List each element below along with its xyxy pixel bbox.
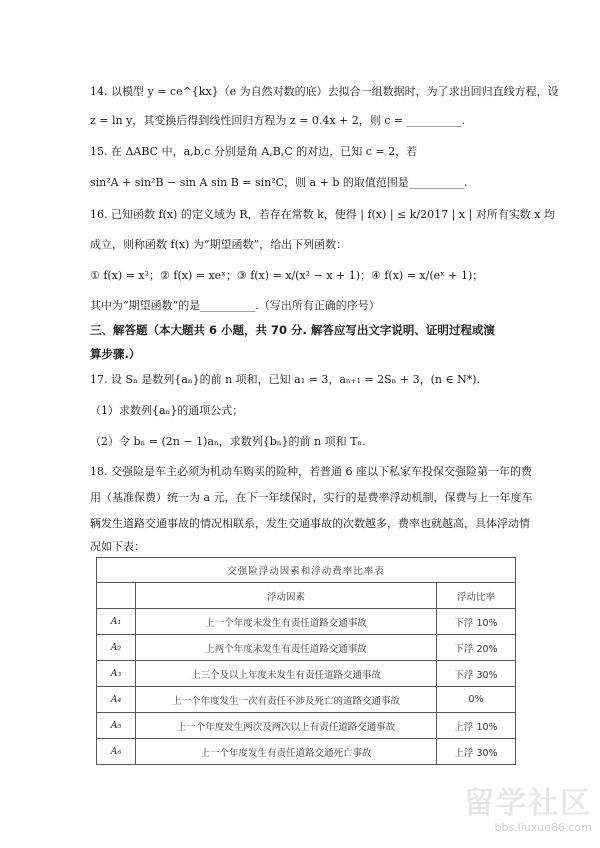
table-row bbox=[97, 609, 516, 635]
q16-line4: 其中为“期望函数”的是__________.（写出所有正确的序号） bbox=[90, 299, 380, 312]
table-row bbox=[97, 687, 516, 713]
row-code: A₆ bbox=[97, 739, 136, 765]
q16-line3: ① f(x) = x²；② f(x) = xeˣ；③ f(x) = x/(x² − x + 1)；④ f(x) = x/(eˣ + 1)； bbox=[90, 269, 484, 282]
q15-line2: sin²A + sin²B − sin A sin B = sin²C，则 a + b 的取值范围是__________. bbox=[90, 176, 468, 189]
table-row bbox=[97, 739, 516, 765]
table-header-rate: 浮动比率 bbox=[437, 583, 516, 609]
q16-line1: 16. 已知函数 f(x) 的定义域为 R，若存在常数 k，使得 | f(x) | ≤ k/2017 | x | 对所有实数 x 均 bbox=[90, 208, 555, 221]
section3-heading-line1: 三、解答题（本大题共 6 小题，共 70 分. 解答应写出文字说明、证明过程或演 bbox=[90, 323, 495, 337]
q18-line2: 用（基准保费）统一为 a 元，在下一年续保时，实行的是费率浮动机制，保费与上一年度车 bbox=[90, 491, 533, 504]
row-factor: 上一个年度未发生有责任道路交通事故 bbox=[136, 609, 437, 635]
watermark-logo: 留学社区 bbox=[464, 786, 592, 821]
row-code: A₃ bbox=[97, 661, 136, 687]
row-rate: 上浮 10% bbox=[437, 713, 516, 739]
q17-line1: 17. 设 Sₙ 是数列{aₙ}的前 n 项和，已知 a₁ = 3，aₙ₊₁ = 2Sₙ + 3，(n ∈ N*). bbox=[90, 373, 481, 386]
table-title: 交强险浮动因素和浮动费率比率表 bbox=[97, 558, 516, 583]
row-factor: 上三个及以上年度未发生有责任道路交通事故 bbox=[136, 661, 437, 687]
rate-table bbox=[96, 557, 516, 765]
q17-part1: （1）求数列{aₙ}的通项公式； bbox=[90, 404, 244, 417]
row-rate: 下浮 30% bbox=[437, 661, 516, 687]
q16-line2: 成立，则称函数 f(x) 为“期望函数”，给出下列函数： bbox=[90, 238, 348, 251]
q17-part2: （2）令 bₙ = (2n − 1)aₙ，求数列{bₙ}的前 n 项和 Tₙ. bbox=[90, 435, 366, 448]
table-header-row bbox=[97, 583, 516, 609]
table-row bbox=[97, 713, 516, 739]
row-factor: 上一个年度发生有责任道路交通死亡事故 bbox=[136, 739, 437, 765]
row-rate: 下浮 20% bbox=[437, 635, 516, 661]
row-code: A₅ bbox=[97, 713, 136, 739]
section3-heading-line2: 算步骤.） bbox=[90, 347, 141, 361]
q15-line1: 15. 在 ΔABC 中，a,b,c 分别是角 A,B,C 的对边，已知 c = 2，若 bbox=[90, 145, 418, 158]
q18-line4: 况如下表： bbox=[90, 540, 145, 553]
q14-line2: z = ln y，其变换后得到线性回归方程为 z = 0.4x + 2，则 c = __________. bbox=[90, 114, 466, 127]
table-row bbox=[97, 661, 516, 687]
row-factor: 上两个年度未发生有责任道路交通事故 bbox=[136, 635, 437, 661]
row-code: A₁ bbox=[97, 609, 136, 635]
table-header-factor: 浮动因素 bbox=[136, 583, 437, 609]
row-rate: 下浮 10% bbox=[437, 609, 516, 635]
table-header-code bbox=[97, 583, 136, 609]
row-code: A₄ bbox=[97, 687, 136, 713]
table-row bbox=[97, 635, 516, 661]
watermark bbox=[464, 787, 592, 834]
q18-line1: 18. 交强险是车主必须为机动车购买的险种，若普通 6 座以下私家车投保交强险第一年的费 bbox=[90, 465, 532, 478]
q18-line3: 辆发生道路交通事故的情况相联系，发生交通事故的次数越多，费率也就越高，具体浮动情 bbox=[90, 517, 530, 530]
row-code: A₂ bbox=[97, 635, 136, 661]
row-rate: 上浮 30% bbox=[437, 739, 516, 765]
q14-line1: 14. 以模型 y = ce^{kx}（e 为自然对数的底）去拟合一组数据时，为了求出回归直线方程，设 bbox=[90, 85, 559, 98]
row-factor: 上一个年度发生两次及两次以上有责任道路交通事故 bbox=[136, 713, 437, 739]
watermark-url: bbs.liuxue86.com bbox=[494, 821, 592, 834]
row-factor: 上一个年度发生一次有责任不涉及死亡的道路交通事故 bbox=[136, 687, 437, 713]
row-rate: 0% bbox=[437, 687, 516, 713]
